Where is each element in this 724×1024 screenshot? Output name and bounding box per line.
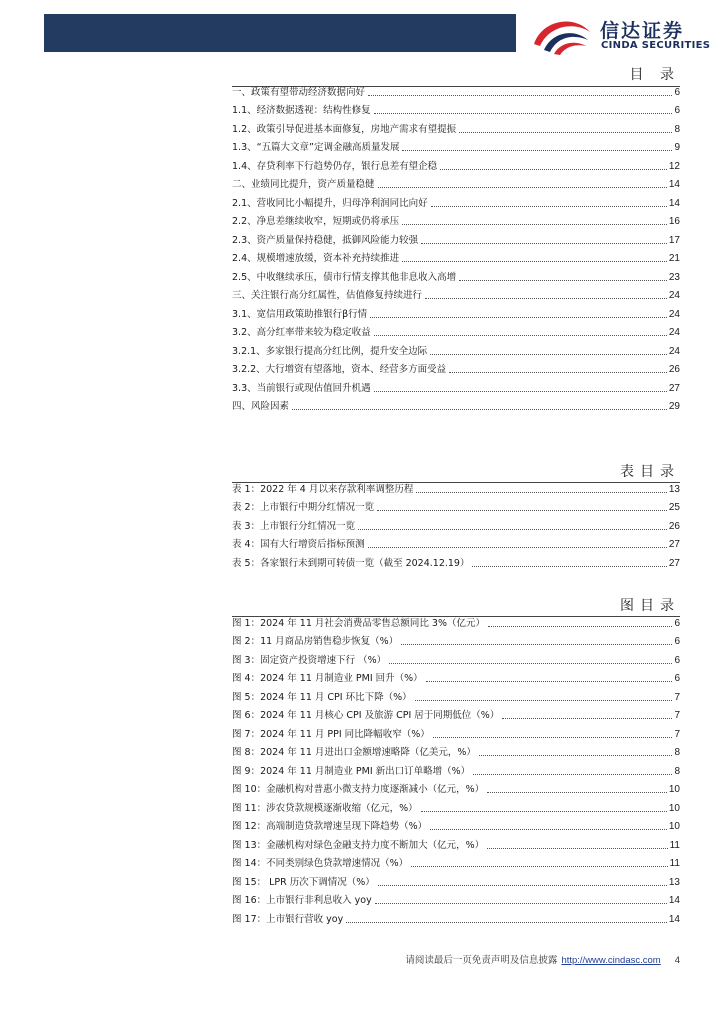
toc-entry-label: 图 13：金融机构对绿色金融支持力度不断加大（亿元，%） bbox=[232, 839, 485, 851]
toc-entry-page: 14 bbox=[668, 197, 680, 209]
toc-entry[interactable] bbox=[232, 630, 680, 649]
toc-dot-leader bbox=[488, 626, 672, 627]
toc-entry-page: 14 bbox=[668, 913, 680, 925]
toc-dot-leader bbox=[433, 737, 673, 738]
toc-entry[interactable] bbox=[232, 247, 680, 266]
toc-entry-page: 6 bbox=[674, 673, 680, 684]
toc-dot-leader bbox=[375, 903, 667, 904]
toc-entry[interactable] bbox=[232, 99, 680, 118]
toc-entry-page: 14 bbox=[668, 895, 680, 906]
toc-dot-leader bbox=[374, 113, 673, 114]
toc-entry[interactable] bbox=[232, 907, 680, 926]
toc-entry[interactable] bbox=[232, 796, 680, 815]
toc-dot-leader bbox=[473, 774, 672, 775]
toc-dot-leader bbox=[421, 811, 667, 812]
toc-entry-label: 图 7：2024 年 11 月 PPI 同比降幅收窄（%） bbox=[232, 728, 430, 740]
toc-entry-label: 二、业绩同比提升，资产质量稳健 bbox=[232, 179, 375, 190]
toc-entry-label: 3.2.1、多家银行提高分红比例，提升安全边际 bbox=[232, 345, 428, 357]
toc-title: 目 录 bbox=[629, 67, 680, 83]
toc-entry-label: 图 4：2024 年 11 月制造业 PMI 回升（%） bbox=[232, 673, 423, 684]
toc-entry[interactable] bbox=[232, 191, 680, 210]
toc-entry[interactable] bbox=[232, 704, 680, 723]
toc-entry[interactable] bbox=[232, 870, 680, 889]
toc-entry-page: 11 bbox=[669, 839, 680, 851]
toc-entry-page: 6 bbox=[674, 654, 680, 666]
toc-entry[interactable] bbox=[232, 667, 680, 686]
toc-entry[interactable] bbox=[232, 80, 680, 99]
toc-entry[interactable] bbox=[232, 533, 680, 552]
toc-entry-label: 表 4：国有大行增资后指标预测 bbox=[232, 539, 365, 550]
toc-entry-label: 图 15： LPR 历次下调情况（%） bbox=[232, 876, 375, 888]
toc-entry-page: 25 bbox=[668, 502, 680, 513]
toc-entry[interactable] bbox=[232, 741, 680, 760]
toc-dot-leader bbox=[487, 792, 667, 793]
figures-toc-list bbox=[232, 611, 680, 926]
toc-entry-label: 2.2、净息差继续收窄，短期或仍将承压 bbox=[232, 216, 400, 227]
toc-entry-label: 图 12：高端制造贷款增速呈现下降趋势（%） bbox=[232, 821, 428, 832]
toc-entry-label: 表 1：2022 年 4 月以来存款利率调整历程 bbox=[232, 483, 414, 495]
toc-entry[interactable] bbox=[232, 648, 680, 667]
toc-entry-page: 13 bbox=[668, 483, 680, 495]
footer-page-number: 4 bbox=[674, 955, 680, 966]
toc-entry[interactable] bbox=[232, 685, 680, 704]
toc-entry-page: 24 bbox=[668, 290, 680, 301]
toc-entry[interactable] bbox=[232, 722, 680, 741]
toc-entry-label: 1.3、“五篇大文章”定调金融高质量发展 bbox=[232, 142, 400, 153]
toc-entry-label: 2.5、中收继续承压，债市行情支撑其他非息收入高增 bbox=[232, 271, 457, 283]
toc-dot-leader bbox=[411, 866, 667, 867]
toc-dot-leader bbox=[487, 848, 667, 849]
brand-logo bbox=[530, 14, 710, 56]
toc-dot-leader bbox=[402, 224, 667, 225]
toc-dot-leader bbox=[292, 409, 667, 410]
toc-dot-leader bbox=[402, 261, 667, 262]
figures-toc-title: 图目录 bbox=[620, 598, 680, 614]
toc-dot-leader bbox=[415, 700, 673, 701]
toc-dot-leader bbox=[421, 243, 667, 244]
toc-entry[interactable] bbox=[232, 833, 680, 852]
toc-list bbox=[232, 80, 680, 413]
toc-dot-leader bbox=[430, 354, 667, 355]
toc-entry-page: 27 bbox=[668, 557, 680, 569]
toc-dot-leader bbox=[378, 885, 667, 886]
toc-entry-label: 2.1、营收同比小幅提升，归母净利润同比向好 bbox=[232, 197, 428, 209]
toc-entry-page: 23 bbox=[668, 271, 680, 283]
toc-entry-label: 图 14：不同类别绿色贷款增速情况（%） bbox=[232, 858, 409, 869]
toc-entry-label: 图 17：上市银行营收 yoy bbox=[232, 913, 344, 925]
toc-entry[interactable] bbox=[232, 339, 680, 358]
toc-entry[interactable] bbox=[232, 759, 680, 778]
toc-entry-label: 图 10：金融机构对普惠小微支持力度逐渐减小（亿元，%） bbox=[232, 784, 485, 795]
toc-entry[interactable] bbox=[232, 376, 680, 395]
toc-entry-page: 12 bbox=[668, 160, 680, 172]
toc-entry-page: 24 bbox=[668, 327, 680, 338]
toc-entry-page: 10 bbox=[668, 821, 680, 832]
brand-name-en: CINDA SECURITIES bbox=[601, 40, 711, 51]
toc-dot-leader bbox=[374, 335, 667, 336]
toc-entry[interactable] bbox=[232, 514, 680, 533]
toc-entry-page: 9 bbox=[674, 142, 680, 153]
toc-entry-page: 17 bbox=[668, 234, 680, 246]
toc-dot-leader bbox=[368, 547, 667, 548]
toc-entry[interactable] bbox=[232, 173, 680, 192]
toc-entry-page: 24 bbox=[668, 345, 680, 357]
toc-entry-label: 表 5：各家银行未到期可转债一览（截至 2024.12.19） bbox=[232, 557, 470, 569]
toc-entry[interactable] bbox=[232, 611, 680, 630]
header-band bbox=[44, 14, 516, 52]
toc-entry[interactable] bbox=[232, 496, 680, 515]
toc-entry[interactable] bbox=[232, 815, 680, 834]
toc-entry-page: 6 bbox=[674, 617, 680, 629]
toc-dot-leader bbox=[402, 150, 672, 151]
toc-entry[interactable] bbox=[232, 778, 680, 797]
toc-dot-leader bbox=[479, 755, 673, 756]
toc-entry[interactable] bbox=[232, 210, 680, 229]
toc-entry[interactable] bbox=[232, 321, 680, 340]
toc-entry-label: 图 16：上市银行非利息收入 yoy bbox=[232, 895, 372, 906]
toc-entry-page: 6 bbox=[674, 636, 680, 647]
toc-dot-leader bbox=[378, 187, 667, 188]
footer bbox=[405, 952, 680, 966]
toc-entry-label: 四、风险因素 bbox=[232, 401, 290, 412]
toc-entry-label: 图 9：2024 年 11 月制造业 PMI 新出口订单略增（%） bbox=[232, 765, 471, 777]
toc-entry-page: 26 bbox=[668, 520, 680, 532]
toc-dot-leader bbox=[358, 529, 667, 530]
toc-entry[interactable] bbox=[232, 136, 680, 155]
toc-entry-label: 1.4、存贷利率下行趋势仍存，银行息差有望企稳 bbox=[232, 160, 438, 172]
toc-dot-leader bbox=[431, 206, 667, 207]
toc-dot-leader bbox=[425, 298, 667, 299]
toc-entry-page: 27 bbox=[668, 539, 680, 550]
toc-entry[interactable] bbox=[232, 477, 680, 496]
toc-entry-label: 图 6：2024 年 11 月核心 CPI 及旅游 CPI 居于同期低位（%） bbox=[232, 710, 500, 721]
toc-entry-label: 图 1：2024 年 11 月社会消费品零售总额同比 3%（亿元） bbox=[232, 617, 485, 629]
toc-entry[interactable] bbox=[232, 284, 680, 303]
toc-dot-leader bbox=[426, 681, 673, 682]
toc-dot-leader bbox=[401, 644, 672, 645]
toc-entry-label: 图 2：11 月商品房销售稳步恢复（%） bbox=[232, 636, 399, 647]
brand-name-cn: 信达证券 bbox=[600, 20, 685, 42]
toc-entry-label: 图 5：2024 年 11 月 CPI 环比下降（%） bbox=[232, 691, 412, 703]
footer-website-link[interactable]: http://www.cindasc.com bbox=[561, 955, 661, 966]
toc-entry-page: 8 bbox=[674, 747, 680, 758]
toc-entry-page: 29 bbox=[668, 401, 680, 412]
toc-entry-label: 3.2、高分红率带来较为稳定收益 bbox=[232, 327, 371, 338]
toc-dot-leader bbox=[346, 922, 667, 923]
toc-dot-leader bbox=[449, 372, 667, 373]
toc-entry[interactable] bbox=[232, 154, 680, 173]
toc-entry-page: 7 bbox=[674, 710, 680, 721]
toc-dot-leader bbox=[389, 663, 672, 664]
toc-entry[interactable] bbox=[232, 228, 680, 247]
toc-entry-page: 13 bbox=[668, 876, 680, 888]
toc-dot-leader bbox=[370, 317, 667, 318]
toc-dot-leader bbox=[459, 132, 672, 133]
toc-entry-page: 27 bbox=[668, 382, 680, 394]
toc-entry[interactable] bbox=[232, 551, 680, 570]
toc-entry-page: 6 bbox=[674, 86, 680, 98]
toc-entry-label: 1.2、政策引导促进基本面修复，房地产需求有望提振 bbox=[232, 123, 457, 135]
toc-entry-label: 一、政策有望带动经济数据向好 bbox=[232, 86, 366, 98]
toc-entry-label: 3.2.2、大行增资有望落地，资本、经营多方面受益 bbox=[232, 364, 447, 375]
toc-entry-page: 10 bbox=[668, 802, 680, 814]
toc-entry-page: 6 bbox=[674, 105, 680, 116]
toc-dot-leader bbox=[459, 280, 667, 281]
cinda-logo-icon bbox=[530, 14, 594, 56]
toc-entry-page: 24 bbox=[668, 308, 680, 320]
toc-entry-label: 1.1、经济数据透视：结构性修复 bbox=[232, 105, 371, 116]
toc-entry[interactable] bbox=[232, 117, 680, 136]
toc-dot-leader bbox=[368, 95, 672, 96]
footer-disclaimer: 请阅读最后一页免责声明及信息披露 bbox=[405, 955, 558, 966]
toc-entry-label: 图 8：2024 年 11 月进出口金额增速略降（亿美元，%） bbox=[232, 747, 476, 758]
tables-toc-title: 表目录 bbox=[620, 464, 680, 480]
toc-entry-label: 2.3、资产质量保持稳健，抵御风险能力较强 bbox=[232, 234, 419, 246]
toc-entry[interactable] bbox=[232, 852, 680, 871]
toc-dot-leader bbox=[377, 510, 667, 511]
toc-entry-page: 8 bbox=[674, 765, 680, 777]
toc-entry-label: 2.4、规模增速放缓，资本补充持续推进 bbox=[232, 253, 400, 264]
toc-entry[interactable] bbox=[232, 889, 680, 908]
toc-entry-page: 14 bbox=[668, 179, 680, 190]
toc-entry[interactable] bbox=[232, 358, 680, 377]
toc-entry[interactable] bbox=[232, 395, 680, 414]
toc-entry-label: 3.3、当前银行或现估值回升机遇 bbox=[232, 382, 371, 394]
toc-entry-label: 图 11：涉农贷款规模逐渐收缩（亿元，%） bbox=[232, 802, 418, 814]
toc-entry-label: 三、关注银行高分红属性，估值修复持续进行 bbox=[232, 290, 423, 301]
toc-entry-page: 7 bbox=[674, 691, 680, 703]
toc-entry-label: 3.1、宽信用政策助推银行β行情 bbox=[232, 308, 368, 320]
toc-entry[interactable] bbox=[232, 302, 680, 321]
toc-entry-page: 16 bbox=[668, 216, 680, 227]
toc-dot-leader bbox=[416, 492, 667, 493]
toc-entry-page: 7 bbox=[674, 728, 680, 740]
toc-entry-label: 图 3：固定资产投资增速下行 （%） bbox=[232, 654, 387, 666]
toc-entry-page: 11 bbox=[669, 858, 680, 869]
toc-entry-page: 10 bbox=[668, 784, 680, 795]
toc-entry-page: 8 bbox=[674, 123, 680, 135]
toc-dot-leader bbox=[502, 718, 672, 719]
toc-entry-label: 表 3：上市银行分红情况一览 bbox=[232, 520, 356, 532]
toc-dot-leader bbox=[440, 169, 667, 170]
toc-dot-leader bbox=[374, 391, 667, 392]
toc-dot-leader bbox=[430, 829, 667, 830]
toc-entry-label: 表 2：上市银行中期分红情况一览 bbox=[232, 502, 375, 513]
toc-dot-leader bbox=[472, 566, 666, 567]
tables-toc-list bbox=[232, 477, 680, 570]
toc-entry-page: 26 bbox=[668, 364, 680, 375]
toc-entry-page: 21 bbox=[668, 253, 680, 264]
toc-entry[interactable] bbox=[232, 265, 680, 284]
